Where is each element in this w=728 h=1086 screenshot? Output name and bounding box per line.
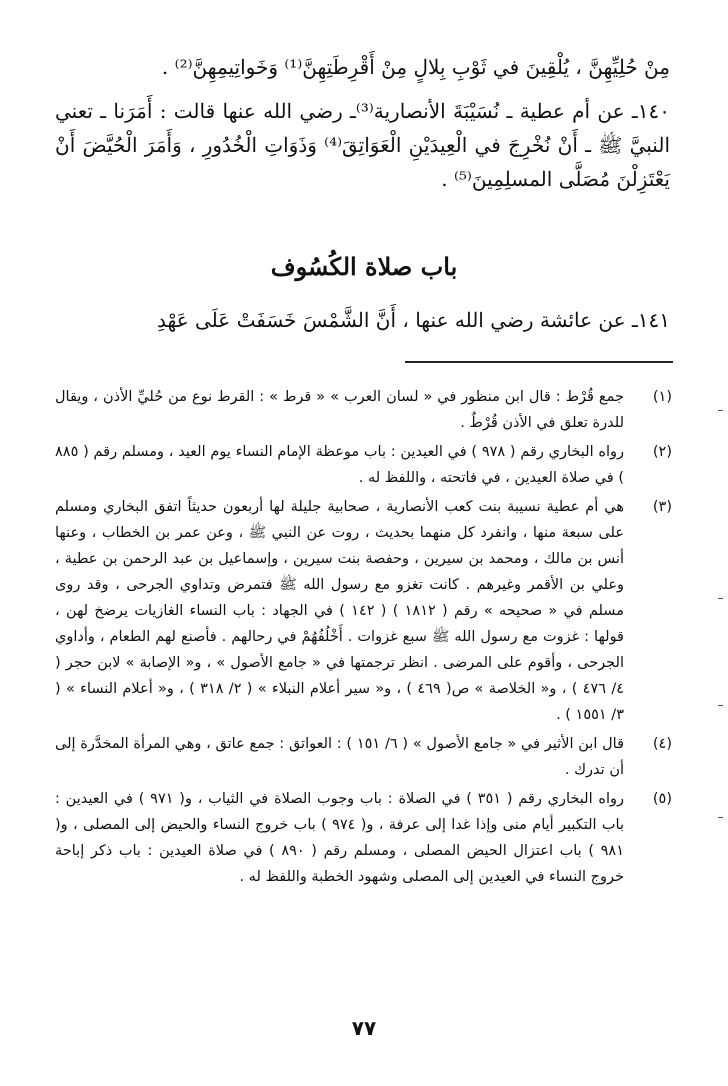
- footnote-number: (٥): [652, 791, 672, 807]
- footnote-number: (٣): [652, 499, 672, 515]
- footnote-text: هي أم عطية نسيبة بنت كعب الأنصارية ، صحابية جليلة لها أربعون حديثاً اتفق البخاري ومسلم على سبعة منها ، وانفرد كل منهما بحديث ، روت عن النبي ﷺ ، وعن عمر بن الخطاب ، وعنها أنس بن مالك ، ومحمد بن سيرين ، وحفصة بنت سيرين ، وإسماعيل بن عبد الرحمن بن عطية ، وعلي بن الأقمر وغيرهم . كانت تغزو مع رسول الله ﷺ فتمرض وتداوي الجرحى ، وقد روى مسلم في « صحيحه » رقم ( ١٨١٢ ) ( ١٤٢ ) في الجهاد : باب النساء الغازيات يرضخ لهن ، قولها : غزوت مع رسول الله ﷺ سبع غزوات . أَخْلُفُهُمْ في رحالهم . فأصنع لهم الطعام ، وأداوي الجرحى ، وأقوم على المرضى . انظر ترجمتها في « جامع الأصول » ، و« الإصابة » لابن حجر ( ٤/ ٤٧٦ ) ، و« الخلاصة » ص( ٤٦٩ ) ، و« سير أعلام النبلاء » ( ٢/ ٣١٨ ) ، و« أعلام النساء » ( ٣/ ١٥٥١ ) .: [55, 499, 625, 723]
- hadith-139-continuation: مِنْ حُلِيِّهِنَّ ، يُلْقِينَ في ثَوْبِ بِلالٍ مِنْ أَقْرِطَتِهِنَّ⁽¹⁾ وَخَواتِيمِهِنَّ⁽²⁾ .: [161, 55, 670, 79]
- footnote-1: [55, 384, 672, 436]
- hadith-141: ١٤١ـ عن عائشة رضي الله عنها ، أَنَّ الشَّمْسَ خَسَفَتْ عَلَى عَهْدِ: [156, 308, 670, 332]
- footnote-text: رواه البخاري رقم ( ٩٧٨ ) في العيدين : باب موعظة الإمام النساء يوم العيد ، ومسلم رقم ( ٨٨٥ ) في صلاة العيدين ، في فاتحته ، واللفظ له .: [55, 444, 625, 486]
- footnote-4: [55, 731, 672, 783]
- hadith-140: ١٤٠ـ عن أم عطية ـ نُسَيْبَةَ الأنصارية⁽³⁾ـ رضي الله عنها قالت : أَمَرَنا ـ تعني النبيَّ ﷺ ـ أَنْ نُخْرِجَ في الْعِيدَيْنِ الْعَوَاتِقَ⁽⁴⁾ وَذَوَاتِ الْخُدُورِ ، وَأَمَرَ الْحُيَّضَ أَنْ يَعْتَزِلْنَ مُصَلَّى المسلِمِينَ⁽⁵⁾ .: [55, 99, 670, 191]
- main-text-block: [55, 50, 670, 196]
- footnote-divider: [405, 361, 673, 363]
- footnote-text: جمع قُرْط : قال ابن منظور في « لسان العرب » « قرط » : القرط نوع من حُليِّ الأذن ، ويقال للدرة تعلق في الأذن قُرْطٌ .: [55, 389, 624, 431]
- scan-edge-mark: [718, 817, 723, 818]
- footnote-5: [55, 786, 672, 890]
- scan-edge-mark: [718, 410, 723, 411]
- footnote-number: (١): [652, 389, 672, 405]
- page-number: ٧٧: [351, 1016, 377, 1040]
- scan-edge-mark: [718, 598, 723, 599]
- footnote-number: (٢): [652, 444, 672, 460]
- footnotes-section: [55, 384, 672, 893]
- footnote-text: قال ابن الأثير في « جامع الأصول » ( ٦/ ١٥١ ) : العواتق : جمع عاتق ، وهي المرأة المخدَّرة إلى أن تدرك .: [55, 736, 624, 778]
- chapter-heading: باب صلاة الكُسُوف: [270, 252, 458, 281]
- footnote-2: [55, 439, 672, 491]
- footnote-number: (٤): [652, 736, 672, 752]
- scan-edge-mark: [718, 705, 723, 706]
- footnote-3: [55, 494, 672, 728]
- footnote-text: رواه البخاري رقم ( ٣٥١ ) في الصلاة : باب وجوب الصلاة في الثياب ، و( ٩٧١ ) في العيدين : باب التكبير أيام منى وإذا غدا إلى عرفة ، و( ٩٧٤ ) باب خروج النساء والحيض إلى المصلى ، و( ٩٨١ ) باب اعتزال الحيض المصلى ، ومسلم رقم ( ٨٩٠ ) في صلاة العيدين : باب ذكر إباحة خروج النساء في العيدين إلى المصلى وشهود الخطبة واللفظ له .: [55, 791, 624, 885]
